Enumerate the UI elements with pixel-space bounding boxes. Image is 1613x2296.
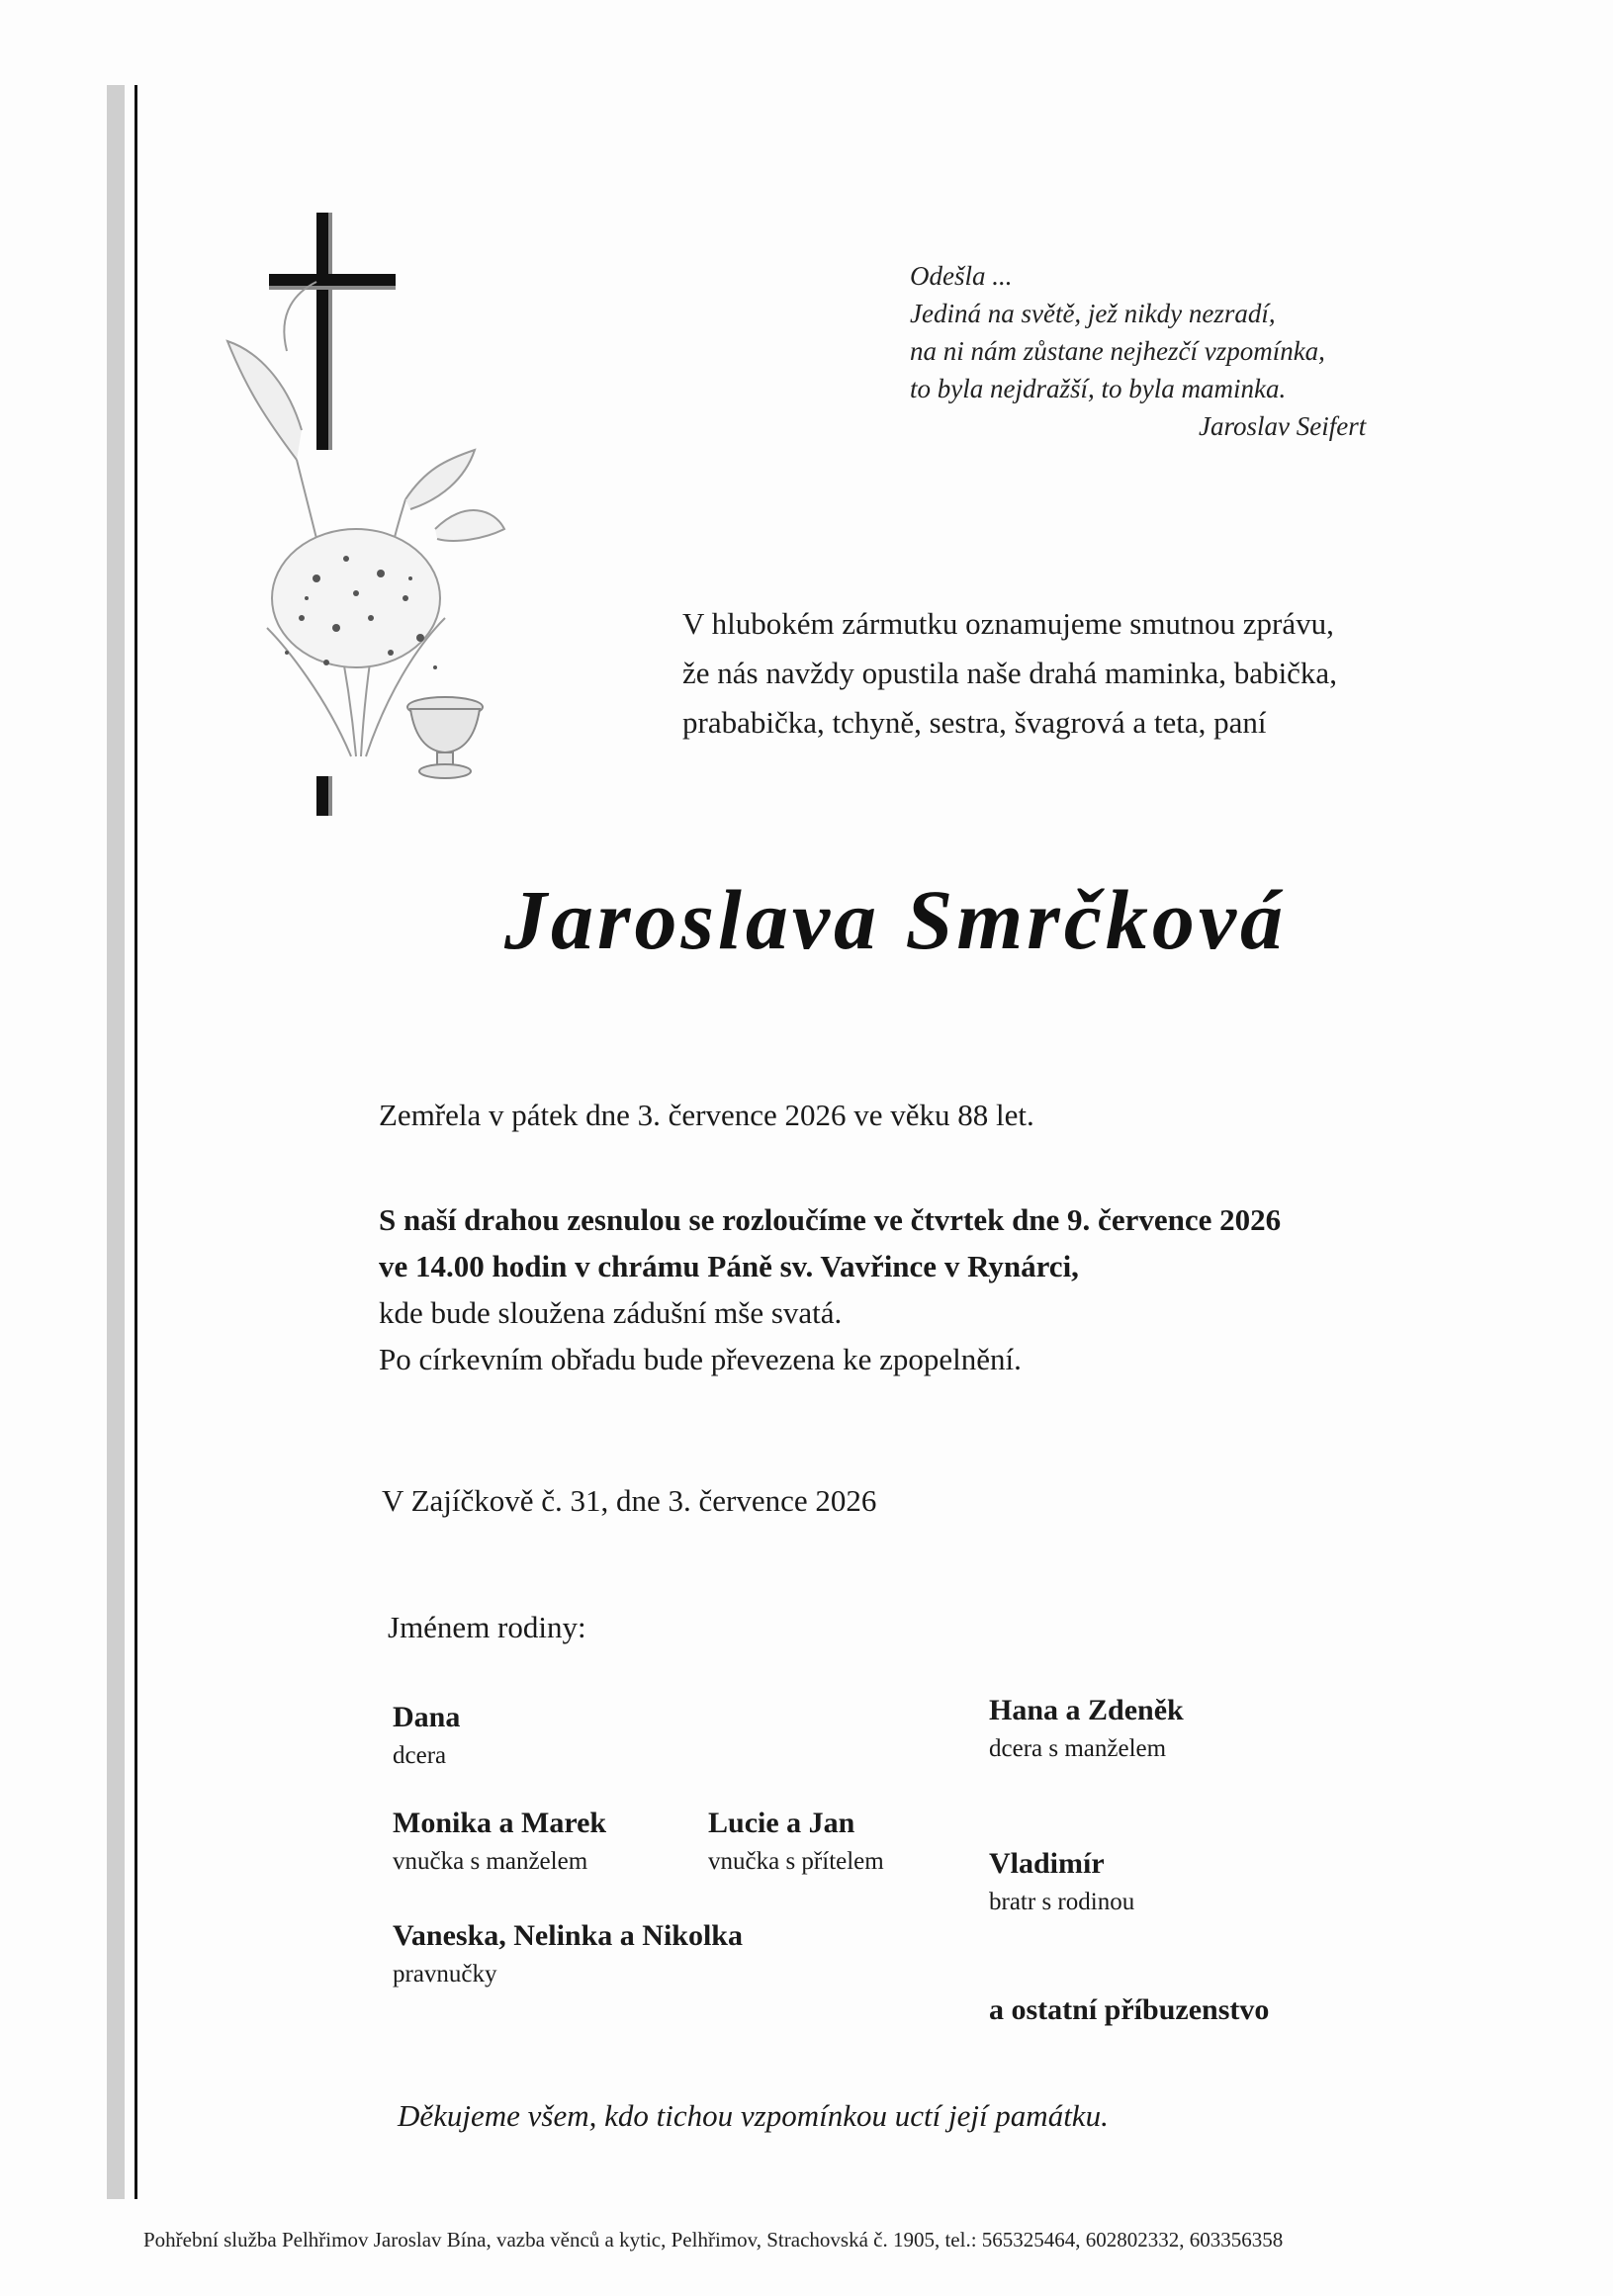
family-label: Jménem rodiny: [388, 1610, 586, 1644]
ceremony-line: kde bude sloužena zádušní mše svatá. [379, 1295, 843, 1330]
member-relation: vnučka s přítelem [708, 1848, 884, 1875]
member-name: Hana a Zdeněk [989, 1694, 1184, 1726]
member-relation: bratr s rodinou [989, 1889, 1135, 1915]
memorial-poem [910, 257, 1366, 445]
poem-line: to byla nejdražší, to byla maminka. [910, 374, 1287, 403]
poem-line: na ni nám zůstane nejhezčí vzpomínka, [910, 336, 1325, 366]
deceased-name: Jaroslava Smrčková [504, 872, 1288, 967]
other-relatives: a ostatní příbuzenstvo [989, 1993, 1270, 2026]
poem-line: Odešla ... [910, 261, 1013, 291]
member-relation: pravnučky [393, 1961, 497, 1987]
family-member [708, 1804, 884, 1881]
family-member [393, 1804, 606, 1881]
left-gray-border [107, 85, 125, 2199]
member-name: Vladimír [989, 1847, 1105, 1880]
announcement-intro [682, 599, 1337, 748]
poem-author: Jaroslav Seifert [1199, 411, 1367, 441]
family-member [989, 1844, 1134, 1921]
cross-and-flowers-icon [208, 203, 524, 836]
family-member [393, 1698, 460, 1775]
death-notice: Zemřela v pátek dne 3. července 2026 ve věku 88 let. [379, 1098, 1034, 1132]
ceremony-line: Po církevním obřadu bude převezena ke zpopelnění. [379, 1342, 1022, 1376]
intro-line: V hlubokém zármutku oznamujeme smutnou zprávu, [682, 606, 1334, 641]
ceremony-info [379, 1196, 1281, 1382]
family-member [989, 1691, 1184, 1768]
intro-line: že nás navždy opustila naše drahá maminka, babička, [682, 656, 1337, 690]
ceremony-line: S naší drahou zesnulou se rozloučíme ve čtvrtek dne 9. července 2026 [379, 1202, 1282, 1237]
urn-icon [407, 697, 483, 778]
place-and-date: V Zajíčkově č. 31, dne 3. července 2026 [382, 1483, 877, 1518]
poem-line: Jediná na světě, jež nikdy nezradí, [910, 299, 1276, 328]
member-relation: vnučka s manželem [393, 1848, 588, 1875]
thanks-line: Děkujeme všem, kdo tichou vzpomínkou uctí její památku. [398, 2098, 1109, 2133]
family-member [393, 1916, 743, 1993]
member-name: Vaneska, Nelinka a Nikolka [393, 1919, 743, 1952]
member-relation: dcera [393, 1742, 447, 1769]
member-relation: dcera s manželem [989, 1735, 1167, 1762]
member-name: Monika a Marek [393, 1807, 607, 1839]
ceremony-line: ve 14.00 hodin v chrámu Páně sv. Vavřince v Rynárci, [379, 1249, 1079, 1283]
flowers-icon [227, 282, 504, 756]
member-name: Dana [393, 1701, 461, 1733]
left-black-border [134, 85, 137, 2199]
member-name: Lucie a Jan [708, 1807, 855, 1839]
intro-line: prababička, tchyně, sestra, švagrová a teta, paní [682, 705, 1267, 740]
funeral-service-footer: Pohřební služba Pelhřimov Jaroslav Bína, vazba věnců a kytic, Pelhřimov, Strachovská č. 1905, tel.: 565325464, 602802332, 603356358 [143, 2228, 1284, 2252]
